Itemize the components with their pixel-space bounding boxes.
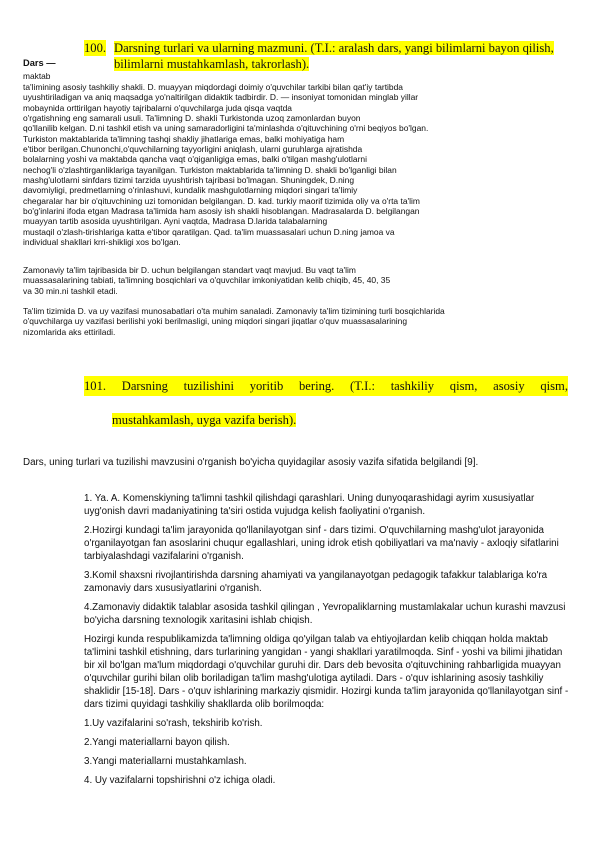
closing-paragraph: Hozirgi kunda respublikamizda ta'limning oldiga qo'yilgan talab va ehtiyojlardan kelib chiqqan holda maktab ta'limini tashkil etishning, dars turlarining yangidan - yangi shakllari yaratilmoqda. Sinf - yoshi va bilimi jihatidan bir xil bo'lgan ma'lum miqdordagi o'quvchilar guruhi dir. Dars deb bevosita o'qituvchining rahbarligida muayyan o'quvchilar gurihi bilan olib boriladigan ta'lim mashg'ulotiga aytiladi. Dars - o'quv ishlarining asosiy tashkiliy shaklidir [15-18]. Dars - o'quv ishlarining markaziy qismidir. Hozirgi kunda ta'lim jarayonida qo'llanilayotgan sinf - dars tizimi quyidagi tashkiliy shakllarda olib borilmoqda: bbox=[84, 634, 569, 710]
justified-text-line bbox=[23, 144, 570, 154]
heading-text: Darsning turlari va ularning mazmuni. (T.I.: aralash dars, yangi bilimlarni bayon qilish, bilimlarni mustahkamlash, takrorlash). bbox=[114, 41, 554, 71]
word: guruhlarga bbox=[282, 144, 324, 155]
text-line: individual shakllari krri-shikligi xos bo'lgan. bbox=[23, 237, 181, 248]
text-line: va 30 min.ni tashkil etadi. bbox=[23, 285, 118, 296]
heading-word: (T.I.: bbox=[350, 379, 375, 393]
word: tayyorligini bbox=[181, 144, 222, 155]
word: ularni bbox=[259, 144, 281, 155]
text-line: Ta'lim tizimida D. va uy vazifasi munosabatlari o'ta muhim sanaladi. Zamonaviy ta'lim tizimining turli bosqichlarida bbox=[23, 306, 445, 316]
heading-word: yoritib bbox=[249, 379, 284, 393]
text-line: chegaralar har bir o'qituvchining uzi tomonidan belgilangan. D. kad. turkiy maorif tizimida oliy va o'rta ta'lim bbox=[23, 195, 420, 206]
word: e'tibor bbox=[23, 144, 46, 155]
text-line: mobaynida orttirilgan hayotiy tajribalarni o'quvchilarga juda qisqa vaqtda bbox=[23, 102, 292, 113]
section-heading-100 bbox=[84, 40, 554, 72]
text-line: muayyan tartib asosida uyushtirilgan. Ayni vaqtda, Madrasa D.larida talabalarning bbox=[23, 216, 328, 227]
text-line: nizomlarida aks ettiriladi. bbox=[23, 326, 116, 337]
lead-term: Dars — bbox=[23, 58, 56, 68]
heading-line-1 bbox=[84, 376, 568, 396]
list-item: 3.Komil shaxsni rivojlantirishda darsning ahamiyati va yangilanayotgan pedagogik tafakkur talablariga ko'ra zamonaviy dars xususiyatlarini o'rganish. bbox=[84, 570, 548, 594]
heading-word: asosiy bbox=[493, 379, 525, 393]
heading-word: qism, bbox=[449, 379, 478, 393]
text-line: ta'limining asosiy tashkiliy shakli. D. muayyan miqdordagi doimiy o'quvchilar tarkibi bilan qat'iy tartibda bbox=[23, 82, 404, 92]
heading-word: tuzilishini bbox=[183, 379, 234, 393]
lead-term-continuation: maktab bbox=[23, 71, 51, 81]
structure-item: 4. Uy vazifalarni topshirishni o'z ichiga oladi. bbox=[84, 775, 276, 786]
paragraph-homework bbox=[23, 306, 570, 337]
text-line: qo'llanilib kelgan. D.ni tashkil etish va uning samaradorligini ta'minlashda o'qituvchining o'rni beqiyos bo'lgan. bbox=[23, 123, 429, 134]
structure-item: 3.Yangi materiallarni mustahkamlash. bbox=[84, 756, 247, 767]
heading-line-2 bbox=[112, 410, 296, 430]
heading-word: tashkiliy bbox=[390, 379, 435, 393]
heading-number: 100. bbox=[84, 41, 107, 55]
list-item: 1. Ya. A. Komenskiyning ta'limni tashkil qilishdagi qarashlari. Uning dunyoqarashidagi ayrim xususiyatlar uyg'onish davri madaniyatining ta'siri ostida vujudga kelish faoliyatini o'rganish. bbox=[84, 493, 535, 517]
text-line: o'quvchilarga uy vazifasi berilishi yoki berilmasligi, uning miqdori singari jiqatlar o'quv muassasalarining bbox=[23, 316, 408, 327]
text-line: bo'g'inlarini ifoda etgan Madrasa ta'limida ham asosiy ish shakli hisoblangan. Madrasalarda D. belgilangan bbox=[23, 206, 420, 217]
list-item: 2.Hozirgi kundagi ta'lim jarayonida qo'llanilayotgan sinf - dars tizimi. O'quvchilarning mashg'ulot jarayonida o'rganilayotgan fan asoslarini chuqur egallashlari, uning idrok etish qobiliyatlari va ma'naviy - axloqiy sifatlarini tarbiyalashdagi vazifalarini o'rganish. bbox=[84, 525, 559, 562]
structure-item: 1.Uy vazifalarini so'rash, tekshirib ko'rish. bbox=[84, 718, 263, 729]
heading-word: qism, bbox=[540, 379, 568, 393]
text-line: mustaqil o'zlash-tirishlariga katta e'tibor qaratilgan. Qad. ta'lim muassasalari uchun D.ning jamoa va bbox=[23, 226, 395, 237]
tasks-list bbox=[84, 492, 570, 793]
text-line: nechog'li o'zlashtirganliklariga tayanilgan. Turkiston maktablarida ta'limning D. shakli bo'lganligi bilan bbox=[23, 164, 397, 175]
word: aniqlash, bbox=[223, 144, 258, 155]
text-line: o'rgatishning eng samarali usuli. Ta'limning D. shakli Turkistonda uzoq zamonlardan buyon bbox=[23, 113, 361, 124]
heading-line-2-text: mustahkamlash, uyga vazifa berish). bbox=[112, 413, 297, 427]
heading-number: 101. bbox=[84, 379, 107, 393]
text-line: muassasalarining tabiati, ta'limning bosqichlari va o'quvchilar imkoniyatidan kelib chiqib, 45, 40, 35 bbox=[23, 275, 391, 286]
word: berilgan.Chunonchi,o'quvchilarning bbox=[48, 144, 180, 155]
list-item: 4.Zamonaviy didaktik talablar asosida tashkil qilingan , Yevropaliklarning mustamlakalar uchun kurashi mavzusi bo'yicha darsning texnologik xaritasini ishlab chiqish. bbox=[84, 602, 566, 626]
text-line: mashg'ulotlarni sinfdars tizimi tarzida uyushtirish tajribasi bo'lmagan. Shuningdek, D.ning bbox=[23, 175, 355, 186]
paragraph-lesson-definition bbox=[23, 82, 570, 248]
text-line: Turkiston maktablarida ta'limning tashqi shakliy jihatlariga emas, balki mohiyatiga ham bbox=[23, 133, 345, 144]
heading-word: Darsning bbox=[121, 379, 168, 393]
text-line: bolalarning yoshi va maktabda qancha vaqt o'qiganligiga emas, balki o'tilgan mashg'ulotlarni bbox=[23, 154, 367, 165]
intro-paragraph: Dars, uning turlari va tuzilishi mavzusini o'rganish bo'yicha quyidagilar asosiy vazifa sifatida belgilandi [9]. bbox=[23, 457, 479, 468]
word: ajratishda bbox=[325, 144, 363, 155]
text-line: Zamonaviy ta'lim tajribasida bir D. uchun belgilangan standart vaqt mavjud. Bu vaqt ta'lim bbox=[23, 265, 356, 275]
structure-item: 2.Yangi materiallarni bayon qilish. bbox=[84, 737, 230, 748]
text-line: uyushtiriladigan va aniq maqsadga yo'naltirilgan didaktik tadbirdir. D. — insoniyat tomonidan minglab yillar bbox=[23, 92, 419, 103]
paragraph-lesson-duration bbox=[23, 265, 570, 296]
text-line: davomiyligi, predmetlarning o'rinlashuvi, kundalik mashgulotlarning miqdori singari ta'limiy bbox=[23, 185, 358, 196]
heading-word: bering. bbox=[299, 379, 335, 393]
